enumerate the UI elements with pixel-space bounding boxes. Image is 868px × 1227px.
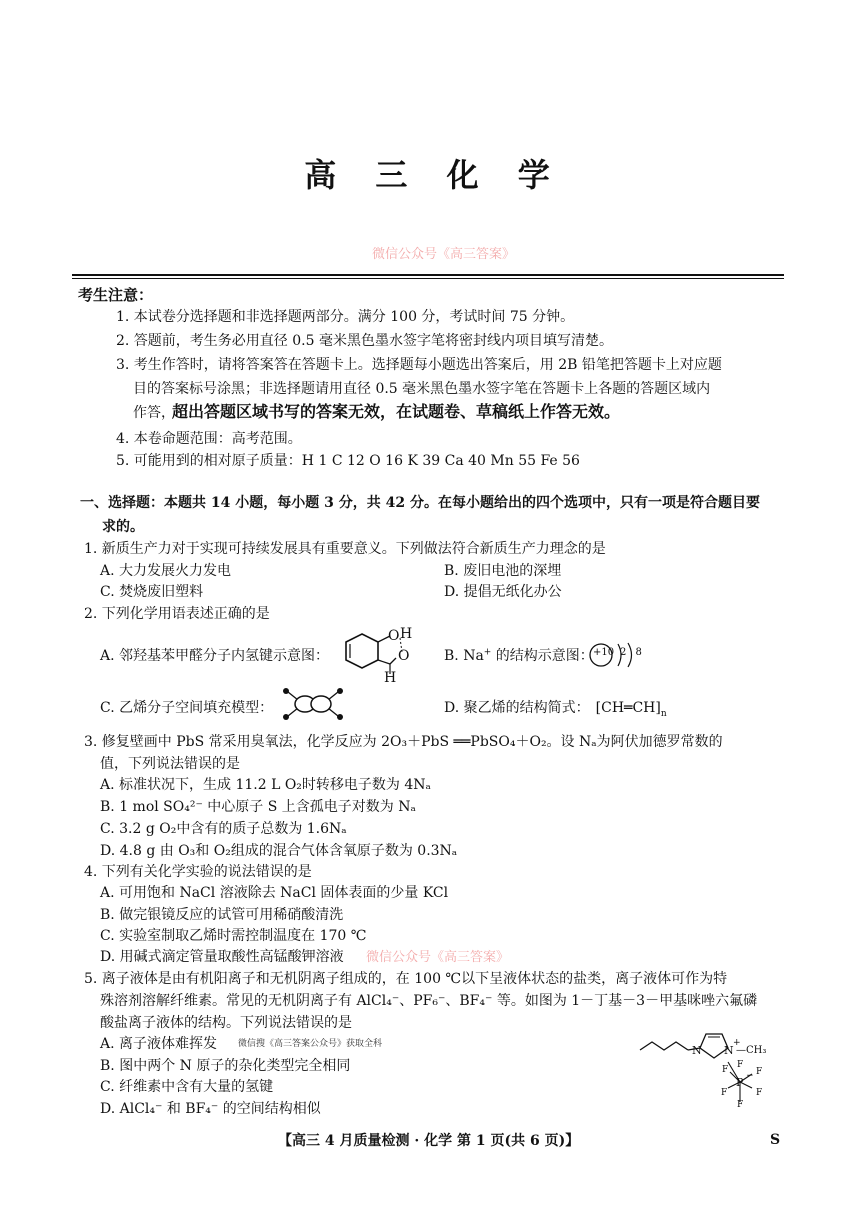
- q4-stem: 4. 下列有关化学实验的说法错误的是: [84, 864, 312, 880]
- q2-option-d: D. 聚乙烯的结构简式： $[CH═CH]_n$: [444, 700, 667, 719]
- ionic-liquid-structure: [636, 1028, 786, 1118]
- struct-h2: H: [384, 670, 397, 686]
- q3-stem: 3. 修复壁画中 PbS 常采用臭氧法，化学反应为 2O₃＋PbS ══PbSO₄＋O₂。设 Nₐ为阿伏加德罗常数的: [84, 734, 723, 750]
- ethylene-space-filling-model: [278, 686, 348, 722]
- q2-stem: 2. 下列化学用语表述正确的是: [84, 606, 270, 622]
- q5-stem: 5. 离子液体是由有机阳离子和无机阴离子组成的，在 100 ℃以下呈液体状态的盐类，离子液体可作为特: [84, 971, 728, 987]
- q5-stem-cont2: 酸盐离子液体的结构。下列说法错误的是: [100, 1015, 352, 1031]
- notice-item-1: 1. 本试卷分选择题和非选择题两部分。满分 100 分，考试时间 75 分钟。: [116, 309, 575, 325]
- notice-item-2: 2. 答题前，考生务必用直径 0.5 毫米黑色墨水签字笔将密封线内项目填写清楚。: [116, 333, 613, 349]
- q5-stem-cont1: 殊溶剂溶解纤维素。常见的无机阴离子有 AlCl₄⁻、PF₆⁻、BF₄⁻ 等。如图为 1－丁基－3－甲基咪唑六氟磷: [100, 993, 758, 1009]
- watermark-top: 微信公众号《高三答案》: [372, 247, 516, 262]
- q3-option-d: D. 4.8 g 由 O₃和 O₂组成的混合气体含氧原子数为 0.3Nₐ: [100, 843, 458, 859]
- header-rule: [72, 274, 784, 276]
- q4-option-d: D. 用碱式滴定管量取酸性高锰酸钾溶液: [100, 949, 344, 965]
- q5-option-d: D. AlCl₄⁻ 和 BF₄⁻ 的空间结构相似: [100, 1101, 321, 1117]
- q5-option-c: C. 纤维素中含有大量的氢键: [100, 1079, 274, 1095]
- struct-f4: F: [756, 1088, 763, 1098]
- struct-f3: F: [721, 1088, 728, 1098]
- page-footer: 【高三 4 月质量检测 · 化学 第 1 页(共 6 页)】: [278, 1133, 580, 1149]
- q4-option-b: B. 做完银镜反应的试管可用稀硝酸清洗: [100, 907, 344, 923]
- q1-stem: 1. 新质生产力对于实现可持续发展具有重要意义。下列做法符合新质生产力理念的是: [84, 541, 606, 557]
- na-electron-shells: 2 8: [620, 647, 645, 658]
- q4-option-c: C. 实验室制取乙烯时需控制温度在 170 ℃: [100, 928, 367, 944]
- notice-item-3c: 作答，: [133, 405, 175, 421]
- watermark-mid: 微信公众号《高三答案》: [366, 950, 510, 965]
- struct-f6: F: [737, 1060, 744, 1070]
- q3-option-b: B. 1 mol SO₄²⁻ 中心原子 S 上含孤电子对数为 Nₐ: [100, 799, 416, 815]
- struct-n1: N: [692, 1044, 702, 1057]
- q5-option-b: B. 图中两个 N 原子的杂化类型完全相同: [100, 1058, 351, 1074]
- q5-option-a: A. 离子液体难挥发: [100, 1036, 218, 1052]
- q3-option-c: C. 3.2 g O₂中含有的质子总数为 1.6Nₐ: [100, 821, 347, 837]
- struct-o1: O: [388, 628, 400, 644]
- header-rule-thin: [72, 278, 784, 279]
- q3-option-a: A. 标准状况下，生成 11.2 L O₂时转移电子数为 4Nₐ: [100, 777, 431, 793]
- notice-heading: 考生注意：: [78, 286, 154, 304]
- q2-option-b: B. Na+ 的结构示意图：: [444, 647, 594, 664]
- notice-item-4: 4. 本卷命题范围：高考范围。: [116, 431, 302, 447]
- q2-option-c: C. 乙烯分子空间填充模型：: [100, 700, 274, 716]
- struct-f5: F: [737, 1100, 744, 1110]
- struct-o2: O: [398, 648, 410, 664]
- notice-item-3: 3. 考生作答时，请将答案答在答题卡上。选择题每小题选出答案后，用 2B 铅笔把答题卡上对应题: [116, 357, 722, 373]
- struct-minus: −: [746, 1071, 754, 1081]
- section-heading-cont: 求的。: [102, 519, 144, 535]
- na-nucleus-charge: +10: [593, 647, 615, 658]
- struct-p: P: [736, 1076, 744, 1089]
- struct-n2: N: [724, 1044, 734, 1057]
- page-title: 高 三 化 学: [304, 156, 564, 194]
- footer-letter: S: [770, 1132, 781, 1148]
- q1-option-b: B. 废旧电池的深埋: [444, 563, 562, 579]
- q4-option-a: A. 可用饱和 NaCl 溶液除去 NaCl 固体表面的少量 KCl: [100, 885, 449, 901]
- watermark-small: 微信搜《高三答案公众号》获取全科: [238, 1039, 383, 1049]
- notice-emphasis: 超出答题区域书写的答案无效，在试题卷、草稿纸上作答无效。: [172, 402, 621, 421]
- struct-plus: +: [733, 1038, 741, 1048]
- q2-option-a: A. 邻羟基苯甲醛分子内氢键示意图：: [100, 648, 330, 664]
- notice-item-3b: 目的答案标号涂黑；非选择题请用直径 0.5 毫米黑色墨水签字笔在答题卡上各题的答题区域内: [133, 381, 711, 397]
- q1-option-d: D. 提倡无纸化办公: [444, 584, 562, 600]
- struct-f2: F: [756, 1067, 763, 1077]
- q1-option-a: A. 大力发展火力发电: [100, 563, 232, 579]
- struct-f1: F: [722, 1065, 729, 1075]
- q3-stem-cont: 值，下列说法错误的是: [100, 756, 240, 772]
- q1-option-c: C. 焚烧废旧塑料: [100, 584, 204, 600]
- struct-h1: H: [400, 626, 413, 642]
- struct-ch3: —CH₃: [736, 1045, 767, 1056]
- section-heading: 一、选择题：本题共 14 小题，每小题 3 分，共 42 分。在每小题给出的四个选项中，只有一项是符合题目要: [80, 495, 760, 511]
- notice-item-5: 5. 可能用到的相对原子质量：H 1 C 12 O 16 K 39 Ca 40 Mn 55 Fe 56: [116, 453, 580, 469]
